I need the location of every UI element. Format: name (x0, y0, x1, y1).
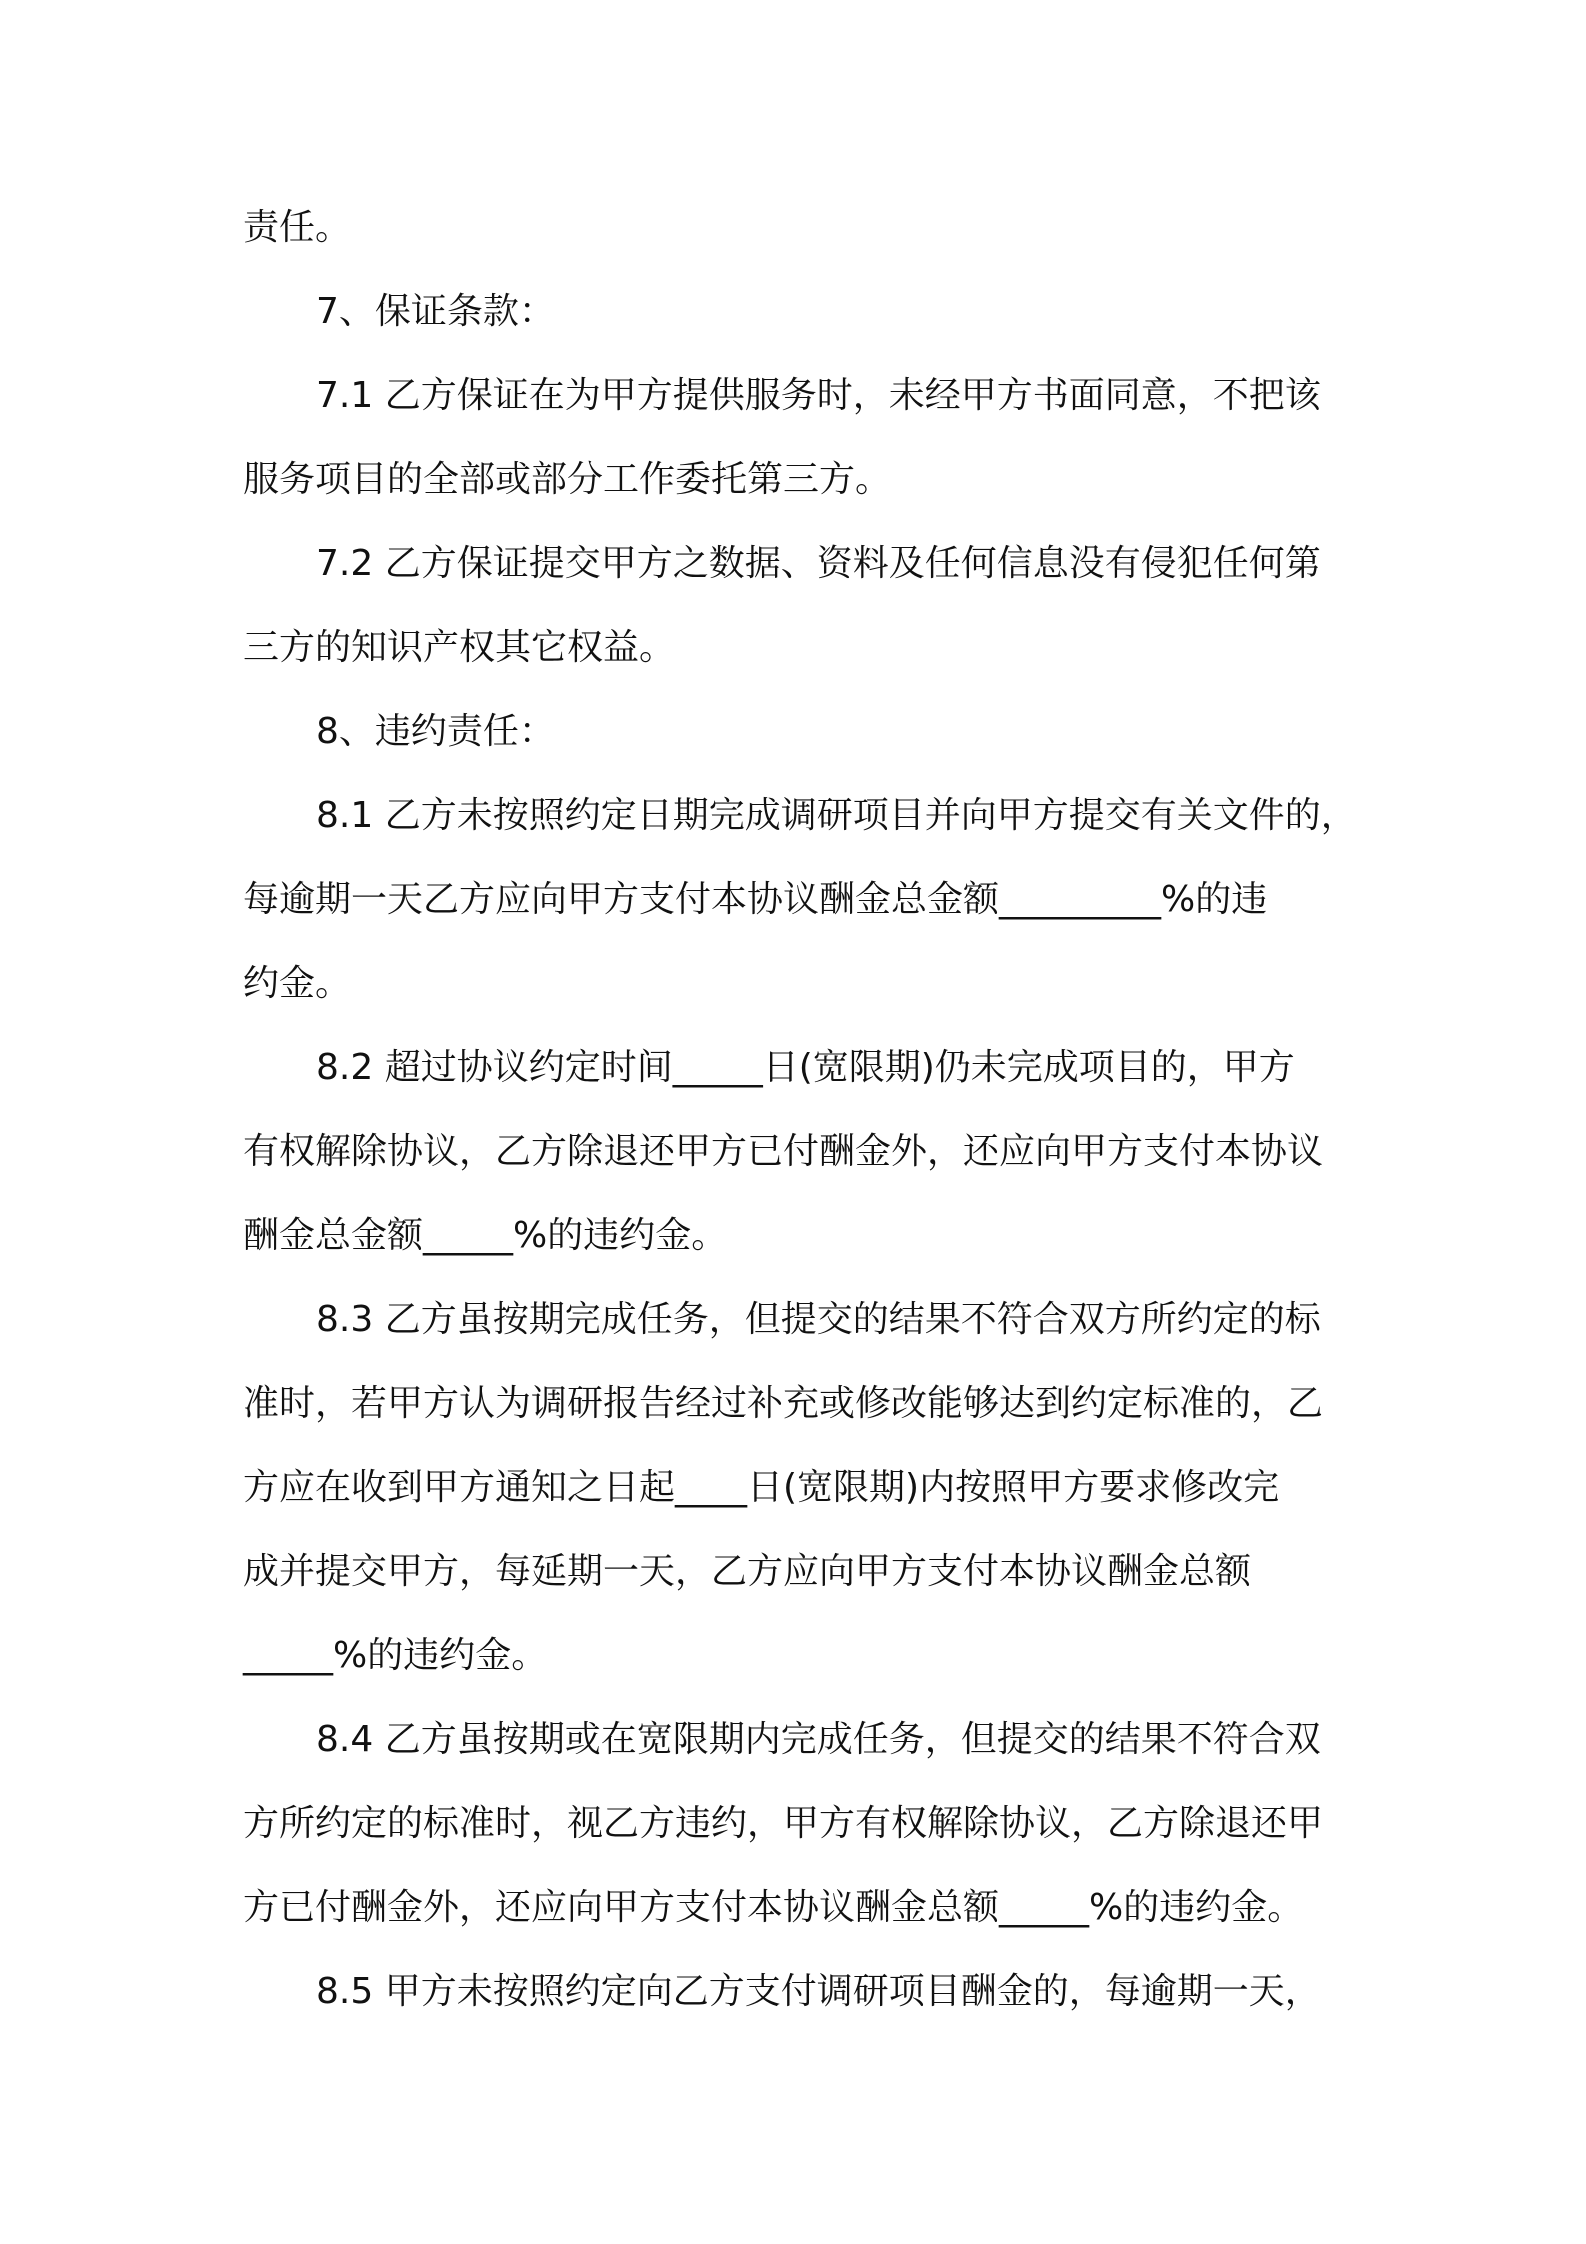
clause-7-1-line-2: 服务项目的全部或部分工作委托第三方。 (243, 459, 892, 500)
clause-8-3-line-3: 方应在收到甲方通知之日起____日(宽限期)内按照甲方要求修改完 (243, 1467, 1280, 1508)
clause-8-4-line-3: 方已付酬金外，还应向甲方支付本协议酬金总额_____%的违约金。 (243, 1887, 1304, 1928)
heading-breach-liability: 8、违约责任： (316, 711, 555, 752)
heading-guarantee-clauses: 7、保证条款： (316, 291, 555, 332)
clause-8-3-line-5: _____%的违约金。 (243, 1635, 548, 1676)
clause-8-2-line-3: 酬金总金额_____%的违约金。 (243, 1215, 728, 1256)
clause-8-4-line-1: 8.4 乙方虽按期或在宽限期内完成任务，但提交的结果不符合双 (316, 1719, 1321, 1760)
clause-8-3-line-4: 成并提交甲方，每延期一天，乙方应向甲方支付本协议酬金总额 (243, 1551, 1252, 1592)
clause-8-2-line-1: 8.2 超过协议约定时间_____日(宽限期)仍未完成项目的，甲方 (316, 1047, 1295, 1088)
clause-8-1-line-3: 约金。 (243, 963, 352, 1004)
clause-7-2-line-2: 三方的知识产权其它权益。 (243, 627, 676, 668)
clause-7-2-line-1: 7.2 乙方保证提交甲方之数据、资料及任何信息没有侵犯任何第 (316, 543, 1321, 584)
clause-8-3-line-1: 8.3 乙方虽按期完成任务，但提交的结果不符合双方所约定的标 (316, 1299, 1321, 1340)
clause-8-3-line-2: 准时，若甲方认为调研报告经过补充或修改能够达到约定标准的，乙 (243, 1383, 1324, 1424)
clause-7-1-line-1: 7.1 乙方保证在为甲方提供服务时，未经甲方书面同意，不把该 (316, 375, 1321, 416)
clause-8-5-line-1: 8.5 甲方未按照约定向乙方支付调研项目酬金的，每逾期一天， (316, 1971, 1321, 2012)
clause-8-2-line-2: 有权解除协议，乙方除退还甲方已付酬金外，还应向甲方支付本协议 (243, 1131, 1324, 1172)
text-line-1: 责任。 (243, 207, 352, 248)
clause-8-4-line-2: 方所约定的标准时，视乙方违约，甲方有权解除协议，乙方除退还甲 (243, 1803, 1324, 1844)
clause-8-1-line-2: 每逾期一天乙方应向甲方支付本协议酬金总金额_________%的违 (243, 879, 1268, 920)
clause-8-1-line-1: 8.1 乙方未按照约定日期完成调研项目并向甲方提交有关文件的， (316, 795, 1357, 836)
